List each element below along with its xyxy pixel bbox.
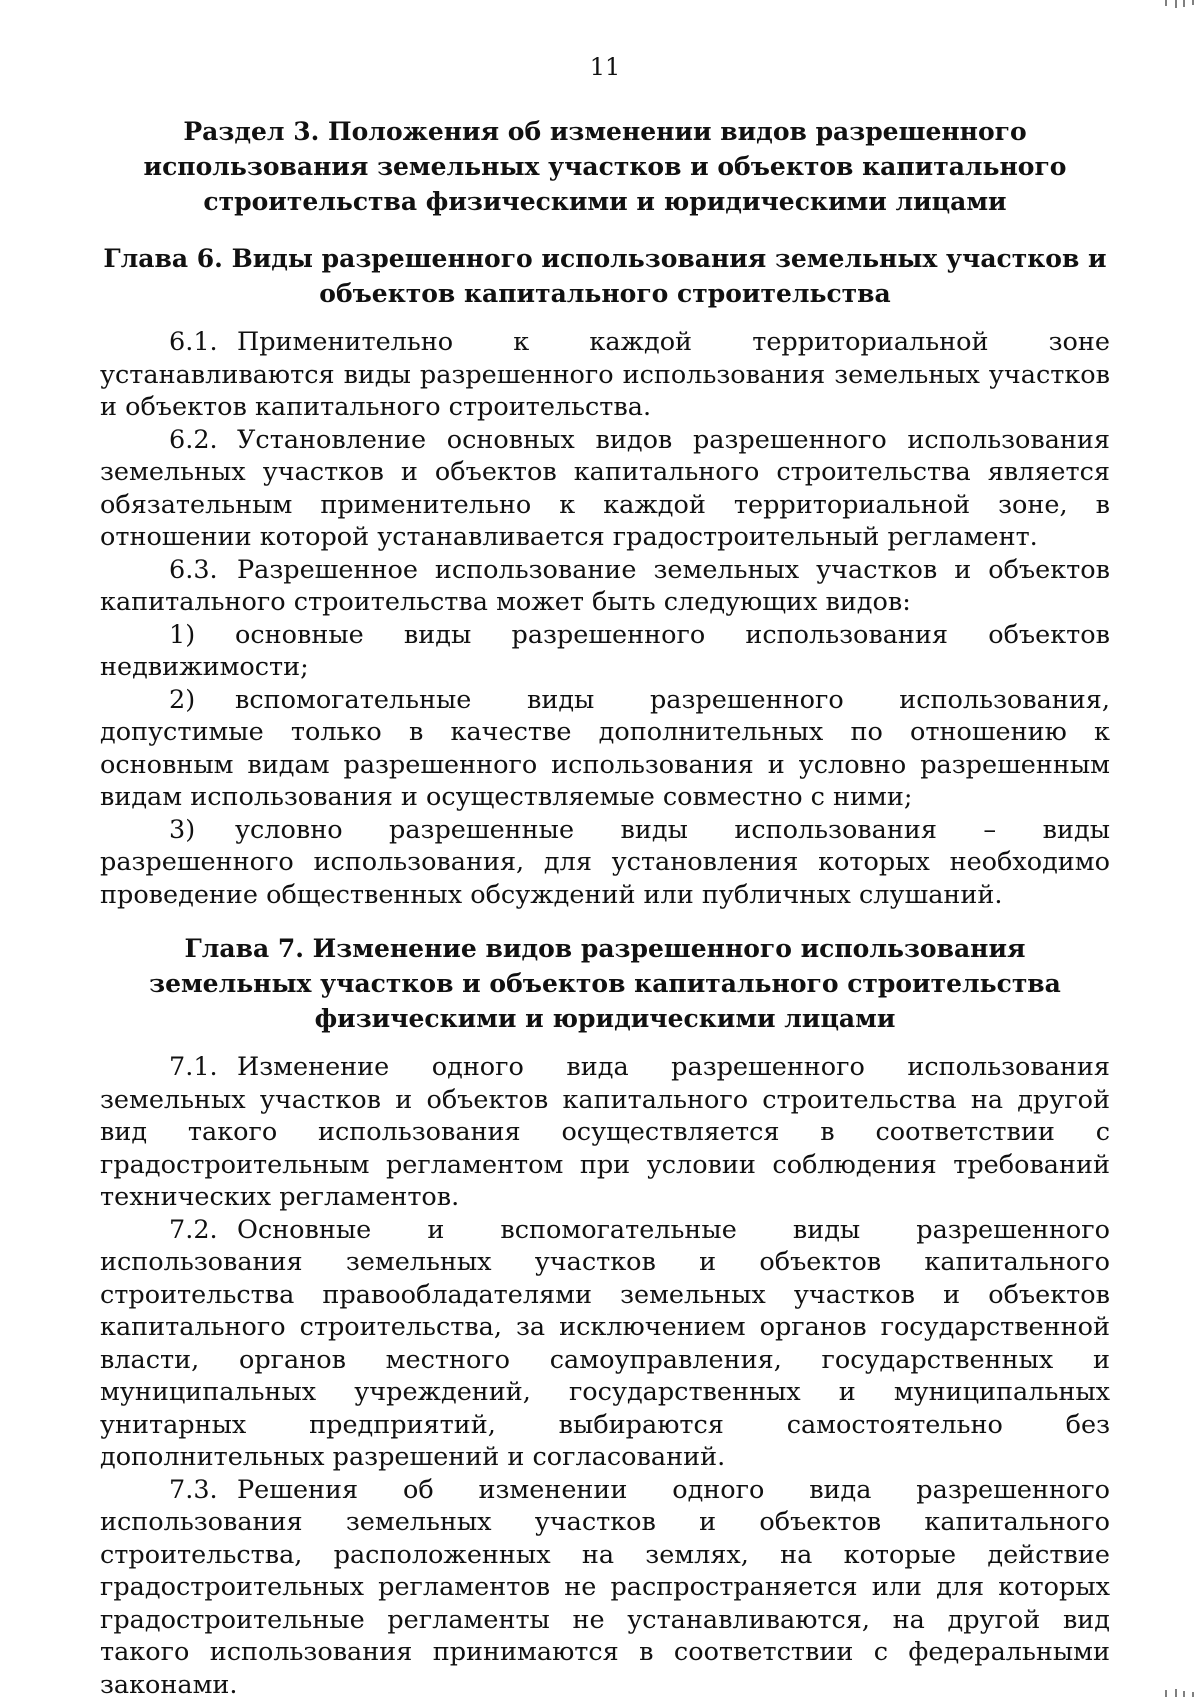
list-item-text: условно разрешенные виды использования – виды разрешенного использования, для установления которых необходимо проведение общественных обсуждений или публичных слушаний. — [100, 815, 1110, 910]
paragraph-text: Разрешенное использование земельных участков и объектов капитального строительства может быть следующих видов: — [100, 555, 1110, 618]
paragraph-6-1 — [100, 326, 1110, 424]
chapter-6-title: Глава 6. Виды разрешенного использования земельных участков и объектов капитального строительства — [100, 241, 1110, 311]
paragraph-number: 6.1. — [169, 326, 237, 359]
scan-edge-marks-bottom — [1160, 1685, 1200, 1697]
list-item-text: вспомогательные виды разрешенного использования, допустимые только в качестве дополнительных по отношению к основным видам разрешенного использования и условно разрешенным видам использования и осуществляемые совместно с ними; — [100, 685, 1110, 813]
list-item-number: 2) — [169, 684, 235, 717]
paragraph-text: Установление основных видов разрешенного использования земельных участков и объектов капитального строительства является обязательным применительно к каждой территориальной зоне, в отношении которой устанавливается градостроительный регламент. — [100, 425, 1110, 553]
page-number: 11 — [100, 52, 1110, 82]
paragraph-7-1 — [100, 1051, 1110, 1214]
paragraph-number: 6.2. — [169, 424, 237, 457]
paragraph-number: 6.3. — [169, 554, 237, 587]
list-item-number: 3) — [169, 814, 235, 847]
paragraph-number: 7.3. — [169, 1474, 237, 1507]
paragraph-7-2 — [100, 1214, 1110, 1474]
paragraph-text: Изменение одного вида разрешенного использования земельных участков и объектов капитального строительства на другой вид такого использования осуществляется в соответствии с градостроительным регламентом при условии соблюдения требований технических регламентов. — [100, 1052, 1110, 1212]
list-item-2 — [100, 684, 1110, 814]
section-title: Раздел 3. Положения об изменении видов разрешенного использования земельных участков и объектов капитального строительства физическими и юридическими лицами — [100, 114, 1110, 219]
list-item-number: 1) — [169, 619, 235, 652]
document-page — [100, 52, 1110, 1701]
chapter-7-title: Глава 7. Изменение видов разрешенного использования земельных участков и объектов капитального строительства физическими и юридическими лицами — [100, 931, 1110, 1036]
paragraph-text: Применительно к каждой территориальной зоне устанавливаются виды разрешенного использования земельных участков и объектов капитального строительства. — [100, 327, 1110, 422]
paragraph-6-3 — [100, 554, 1110, 619]
paragraph-7-3 — [100, 1474, 1110, 1701]
list-item-1 — [100, 619, 1110, 684]
paragraph-6-2 — [100, 424, 1110, 554]
paragraph-number: 7.2. — [169, 1214, 237, 1247]
list-item-3 — [100, 814, 1110, 912]
scan-edge-marks-top — [1160, 0, 1200, 12]
paragraph-number: 7.1. — [169, 1051, 237, 1084]
paragraph-text: Решения об изменении одного вида разрешенного использования земельных участков и объектов капитального строительства, расположенных на землях, на которые действие градостроительных регламентов не распространяется или для которых градостроительные регламенты не устанавливаются, на другой вид такого использования принимаются в соответствии с федеральными законами. — [100, 1475, 1110, 1700]
list-item-text: основные виды разрешенного использования объектов недвижимости; — [100, 620, 1110, 683]
paragraph-text: Основные и вспомогательные виды разрешенного использования земельных участков и объектов капитального строительства правообладателями земельных участков и объектов капитального строительства, за исключением органов государственной власти, органов местного самоуправления, государственных и муниципальных учреждений, государственных и муниципальных унитарных предприятий, выбираются самостоятельно без дополнительных разрешений и согласований. — [100, 1215, 1110, 1473]
